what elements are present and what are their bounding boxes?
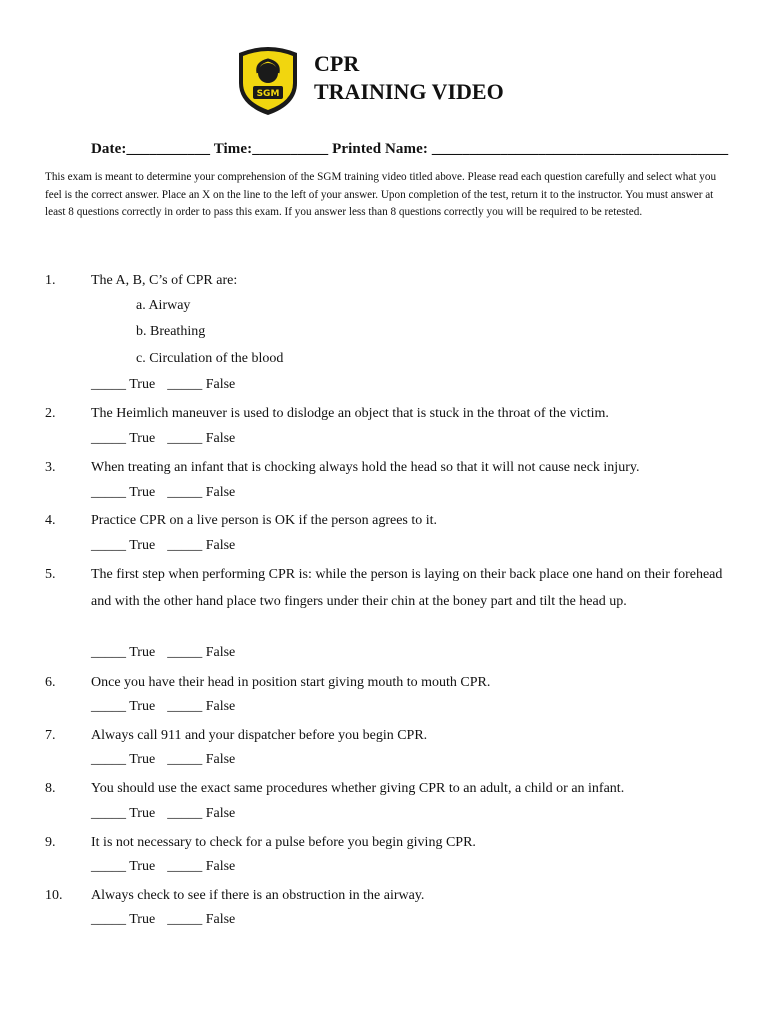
false-answer-blank[interactable]: _____ False bbox=[167, 859, 236, 874]
question-number: 3. bbox=[45, 460, 56, 475]
question-number: 8. bbox=[45, 781, 56, 796]
question-text: You should use the exact same procedures whether giving CPR to an adult, a child or an infant. bbox=[91, 781, 625, 796]
question-number: 7. bbox=[45, 728, 56, 743]
question-text: When treating an infant that is chocking always hold the head so that it will not cause neck injury. bbox=[91, 460, 640, 475]
false-answer-blank[interactable]: _____ False bbox=[167, 699, 236, 714]
logo-text: SGM bbox=[256, 89, 280, 99]
question-number: 5. bbox=[45, 567, 56, 582]
true-answer-blank[interactable]: _____ True bbox=[91, 699, 156, 714]
true-answer-blank[interactable]: _____ True bbox=[91, 806, 156, 821]
false-answer-blank[interactable]: _____ False bbox=[167, 752, 236, 767]
answer-choices bbox=[91, 538, 235, 554]
false-answer-blank[interactable]: _____ False bbox=[167, 431, 236, 446]
question-text: Always call 911 and your dispatcher before you begin CPR. bbox=[91, 728, 428, 743]
false-answer-blank[interactable]: _____ False bbox=[167, 538, 236, 553]
question-number: 2. bbox=[45, 406, 56, 421]
question-number: 6. bbox=[45, 675, 56, 690]
sgm-logo bbox=[231, 43, 305, 117]
printed-name-field[interactable]: Printed Name: _______________________________________ bbox=[332, 141, 729, 157]
answer-choices bbox=[91, 912, 235, 928]
false-answer-blank[interactable]: _____ False bbox=[167, 485, 236, 500]
time-field[interactable]: Time:__________ bbox=[213, 141, 329, 157]
question-number: 9. bbox=[45, 835, 56, 850]
false-answer-blank[interactable]: _____ False bbox=[167, 806, 236, 821]
true-answer-blank[interactable]: _____ True bbox=[91, 752, 156, 767]
answer-choices bbox=[91, 752, 235, 768]
answer-choices bbox=[91, 859, 235, 875]
question-text: The first step when performing CPR is: while the person is laying on their back place one hand on their forehead and with the other hand place two fingers under their chin at the boney part and tilt the head up. bbox=[91, 567, 723, 609]
answer-choices bbox=[91, 485, 235, 501]
question-option: b. Breathing bbox=[136, 324, 206, 339]
true-answer-blank[interactable]: _____ True bbox=[91, 912, 156, 927]
true-answer-blank[interactable]: _____ True bbox=[91, 377, 156, 392]
true-answer-blank[interactable]: _____ True bbox=[91, 645, 156, 660]
true-answer-blank[interactable]: _____ True bbox=[91, 485, 156, 500]
false-answer-blank[interactable]: _____ False bbox=[167, 377, 236, 392]
false-answer-blank[interactable]: _____ False bbox=[167, 645, 236, 660]
title-line-2: TRAINING VIDEO bbox=[314, 79, 504, 104]
question-text: The Heimlich maneuver is used to dislodge an object that is stuck in the throat of the victim. bbox=[91, 406, 609, 421]
answer-choices bbox=[91, 699, 235, 715]
info-row bbox=[91, 141, 728, 158]
question-number: 10. bbox=[45, 888, 63, 903]
question-text: It is not necessary to check for a pulse before you begin giving CPR. bbox=[91, 835, 476, 850]
question-number: 1. bbox=[45, 273, 56, 288]
question-option: c. Circulation of the blood bbox=[136, 351, 284, 366]
question-number: 4. bbox=[45, 513, 56, 528]
question-text: Once you have their head in position start giving mouth to mouth CPR. bbox=[91, 675, 491, 690]
answer-choices bbox=[91, 806, 235, 822]
answer-choices bbox=[91, 431, 235, 447]
question-text: Practice CPR on a live person is OK if the person agrees to it. bbox=[91, 513, 438, 528]
question-option: a. Airway bbox=[136, 298, 191, 313]
true-answer-blank[interactable]: _____ True bbox=[91, 538, 156, 553]
question-text: The A, B, C’s of CPR are: bbox=[91, 273, 238, 288]
answer-choices bbox=[91, 645, 235, 661]
instructions-paragraph: This exam is meant to determine your comprehension of the SGM training video titled above. Please read each question carefully and select what you feel is the correct answer. Place an X on the line to the left of your answer. Upon completion of the test, return it to the instructor. You must answer at least 8 questions correctly in order to pass this exam. If you answer less than 8 questions correctly you will be required to be retested. bbox=[45, 171, 717, 218]
false-answer-blank[interactable]: _____ False bbox=[167, 912, 236, 927]
helmet-figure-icon bbox=[258, 63, 278, 83]
answer-choices bbox=[91, 377, 235, 393]
document-title bbox=[314, 50, 504, 106]
true-answer-blank[interactable]: _____ True bbox=[91, 859, 156, 874]
date-field[interactable]: Date:___________ bbox=[91, 141, 211, 157]
title-line-1: CPR bbox=[314, 51, 360, 76]
question-text: Always check to see if there is an obstruction in the airway. bbox=[91, 888, 425, 903]
true-answer-blank[interactable]: _____ True bbox=[91, 431, 156, 446]
